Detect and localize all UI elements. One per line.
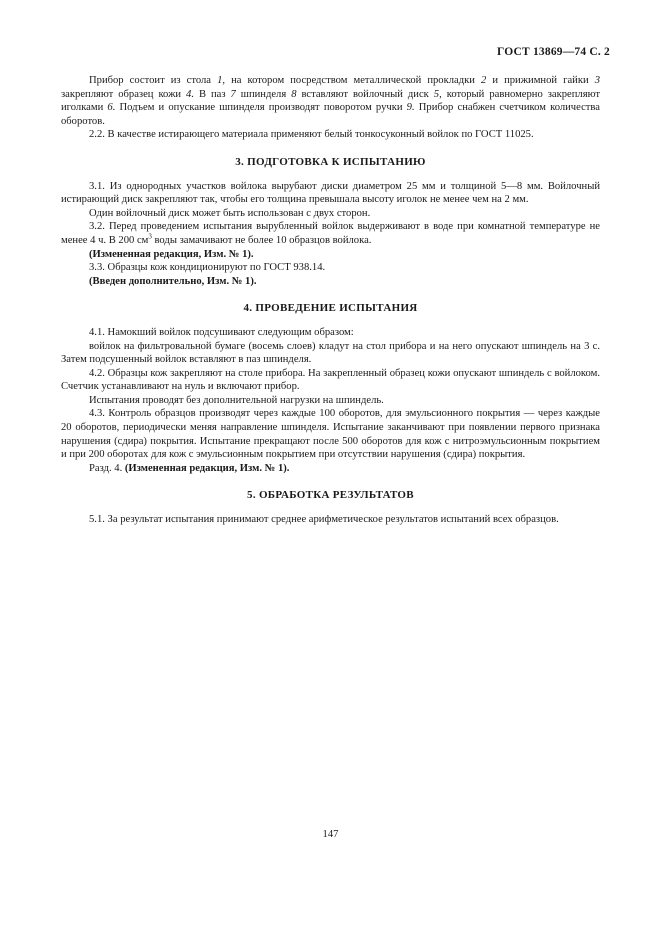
paragraph-4-2-note: Испытания проводят без дополнительной нагрузки на шпиндель. [89, 394, 384, 406]
amendment-note-3-3: (Введен дополнительно, Изм. № 1). [89, 275, 257, 287]
paragraph-3-3: 3.3. Образцы кож кондиционируют по ГОСТ 938.14. [89, 262, 326, 274]
page-number: 147 [322, 829, 339, 840]
paragraph-4-2: 4.2. Образцы кож закрепляют на столе прибора. На закрепленный образец кожи опускают шпиндель с войлоком. Счетчик устанавливают на нуль и включают прибор. [61, 367, 600, 393]
ref-7: 7 [230, 88, 236, 100]
heading-section-5: 5. ОБРАБОТКА РЕЗУЛЬТАТОВ [247, 489, 414, 502]
ref-3: 3 [594, 75, 601, 86]
amendment-note-3-2: (Измененная редакция, Изм. № 1). [89, 248, 254, 260]
ref-6: 6. [107, 102, 116, 114]
ref-1: 1 [217, 75, 223, 86]
document-body [61, 74, 600, 527]
paragraph-3-2: 3.2. Перед проведением испытания вырубленный войлок выдерживают в воде при комнатной температуре не менее 4 ч. В 200 $см^3$ воды замачивают не более 10 образцов войлока. [61, 221, 600, 246]
heading-section-3: 3. ПОДГОТОВКА К ИСПЫТАНИЮ [235, 155, 426, 168]
document-header: ГОСТ 13869—74 С. 2 [497, 46, 610, 58]
paragraph-3-1: 3.1. Из однородных участков войлока вырубают диски диаметром 25 мм и толщиной 5—8 мм. Войлочный истирающий диск закрепляют так, чтобы его толщина превышала высоту иголок не менее чем на 2 мм. [61, 180, 600, 206]
paragraph-4-1: 4.1. Намокший войлок подсушивают следующим образом: [89, 326, 354, 338]
amendment-note-section-4: Разд. 4. (Измененная редакция, Изм. № 1). [89, 462, 290, 474]
ref-4: 4. [186, 88, 194, 100]
ref-9: 9. [406, 102, 415, 114]
ref-8: 8 [291, 88, 297, 100]
ref-2: 2 [481, 75, 487, 86]
paragraph-4-1-detail: войлок на фильтровальной бумаге (восемь слоев) кладут на стол прибора и на него опускают шпиндель на 3 с. Затем подсушенный войлок вставляют в паз шпинделя. [61, 340, 600, 366]
paragraph-5-1: 5.1. За результат испытания принимают среднее арифметическое результатов испытаний всех образцов. [89, 514, 559, 526]
heading-section-4: 4. ПРОВЕДЕНИЕ ИСПЫТАНИЯ [243, 302, 418, 315]
paragraph-3-1-note: Один войлочный диск может быть использован с двух сторон. [89, 207, 371, 219]
paragraph-2-2: 2.2. В качестве истирающего материала применяют белый тонкосуконный войлок по ГОСТ 11025. [89, 129, 534, 141]
paragraph-device-description: Прибор состоит из стола 1, на котором посредством металлической прокладки 2 и прижимной гайки 3 закрепляют образец кожи 4. В паз 7 шпинделя 8 вставляют войлочный диск 5, который равномерно закрепляют иголками 6. Подъем и опускание шпинделя производят поворотом ручки 9. Прибор снабжен счетчиком количества оборотов. [61, 75, 601, 127]
paragraph-4-3: 4.3. Контроль образцов производят через каждые 100 оборотов, для эмульсионного покрытия — через каждые 20 оборотов, периодически меняя направление шпинделя. Испытание заканчивают при появлении первого признака нарушения (сдира) покрытия. Испытание прекращают после 500 оборотов для кож с нитроэмульсионным покрытием и при 200 оборотах для кож с эмульсионным покрытием при отсутствии нарушения (сдира) покрытия. [61, 408, 600, 461]
ref-5: 5 [433, 88, 440, 100]
